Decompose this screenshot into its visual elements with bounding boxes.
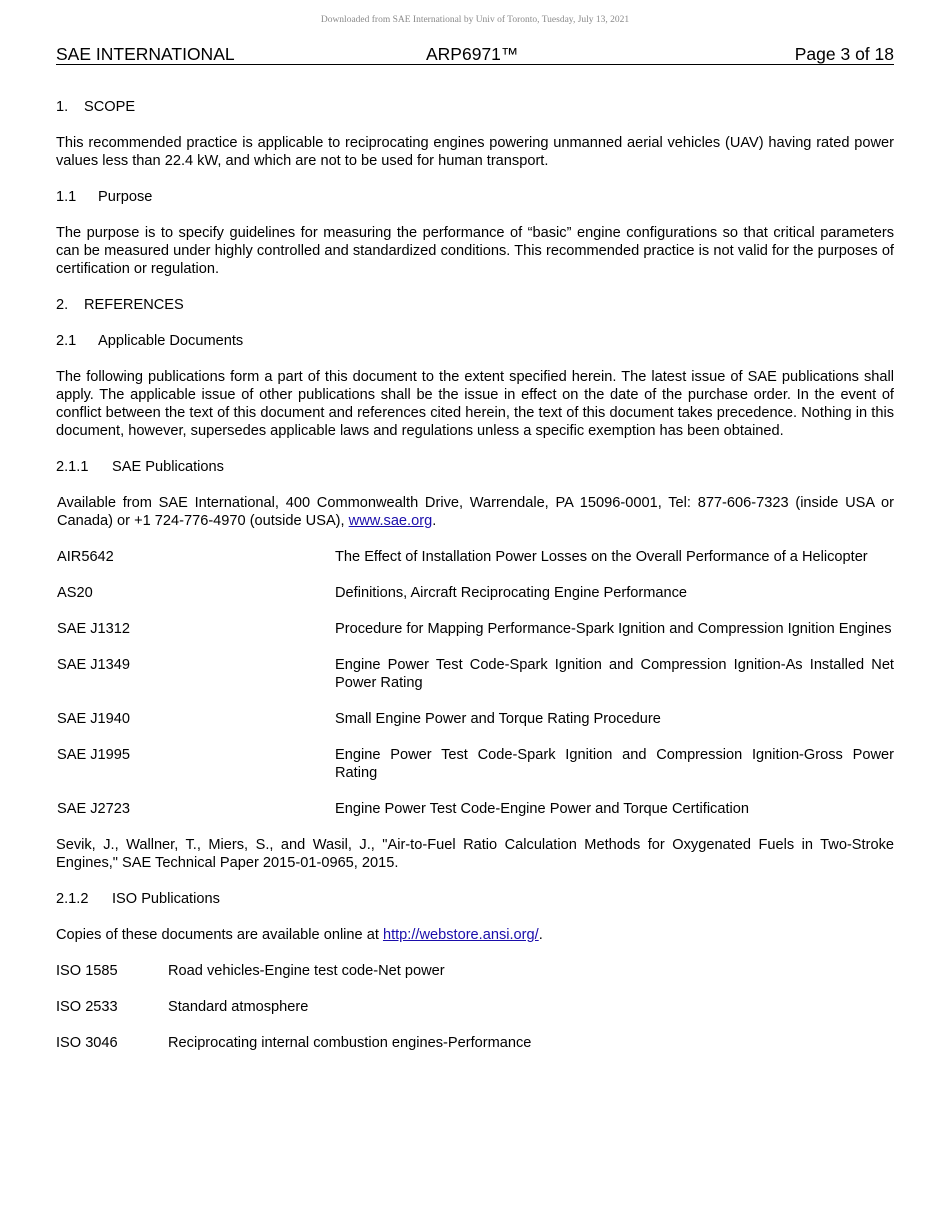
reference-title: Small Engine Power and Torque Rating Procedure [335, 711, 661, 727]
reference-code: SAE J1312 [57, 621, 131, 637]
reference-title: Standard atmosphere [168, 999, 309, 1015]
section-number: 2.1.2 [56, 891, 89, 907]
sae-website-link[interactable]: www.sae.org [348, 513, 433, 529]
download-watermark: Downloaded from SAE International by Univ of Toronto, Tuesday, July 13, 2021 [320, 15, 630, 25]
availability-text: Copies of these documents are available online at [56, 927, 383, 943]
reference-item [56, 620, 894, 638]
section-2-1-2-heading [56, 890, 894, 908]
reference-code: AIR5642 [57, 549, 114, 565]
section-title: Applicable Documents [98, 333, 244, 349]
technical-paper-reference: Sevik, J., Wallner, T., Miers, S., and Wasil, J., "Air-to-Fuel Ratio Calculation Methods for Oxygenated Fuels in Two-Stroke Engines," SAE Technical Paper 2015-01-0965, 2015. [56, 837, 894, 871]
reference-code: SAE J1995 [57, 747, 131, 763]
section-title: SAE Publications [112, 459, 224, 475]
reference-code: ISO 1585 [56, 963, 118, 979]
section-2-1-heading [56, 332, 894, 350]
section-number: 2.1.1 [56, 459, 89, 475]
reference-code: SAE J1349 [57, 657, 131, 673]
reference-title: Engine Power Test Code-Spark Ignition and Compression Ignition-As Installed Net Power Rating [335, 657, 894, 691]
reference-item [56, 800, 894, 818]
reference-code: AS20 [57, 585, 93, 601]
page-header [56, 44, 894, 65]
ansi-webstore-link[interactable]: http://webstore.ansi.org/ [382, 927, 539, 943]
header-page-number: Page 3 of 18 [794, 44, 894, 64]
iso-reference-item [56, 962, 894, 980]
section-title: SCOPE [84, 99, 136, 115]
section-title: REFERENCES [84, 297, 184, 313]
reference-title: Definitions, Aircraft Reciprocating Engine Performance [335, 585, 688, 601]
iso-reference-item [56, 1034, 894, 1052]
reference-item [56, 746, 894, 782]
iso-reference-item [56, 998, 894, 1016]
section-1-paragraph: This recommended practice is applicable to reciprocating engines powering unmanned aerial vehicles (UAV) having rated power values less than 22.4 kW, and which are not to be used for human transport. [56, 135, 894, 169]
reference-title: The Effect of Installation Power Losses on the Overall Performance of a Helicopter [335, 549, 868, 565]
sae-availability-paragraph [56, 494, 894, 530]
section-number: 2. [56, 297, 69, 313]
reference-title: Engine Power Test Code-Spark Ignition and Compression Ignition-Gross Power Rating [335, 747, 894, 781]
reference-code: ISO 3046 [56, 1035, 118, 1051]
availability-text: Available from SAE International, 400 Commonwealth Drive, Warrendale, PA 15096-0001, Tel: 877-606-7323 (inside USA or Canada) or +1 724-776-4970 (outside USA), [57, 495, 894, 529]
section-2-1-1-heading [56, 458, 894, 476]
reference-item [56, 584, 894, 602]
reference-title: Engine Power Test Code-Engine Power and Torque Certification [335, 801, 750, 817]
reference-item [56, 656, 894, 692]
section-2-1-paragraph: The following publications form a part of this document to the extent specified herein. The latest issue of SAE publications shall apply. The applicable issue of other publications shall be the issue in effect on the date of the purchase order. In the event of conflict between the text of this document and references cited herein, the text of this document takes precedence. Nothing in this document, however, supersedes applicable laws and regulations unless a specific exemption has been obtained. [56, 369, 894, 439]
section-title: Purpose [98, 189, 153, 205]
iso-availability-paragraph [56, 926, 894, 944]
reference-title: Reciprocating internal combustion engines-Performance [168, 1035, 532, 1051]
reference-code: SAE J2723 [57, 801, 131, 817]
section-number: 1.1 [56, 189, 77, 205]
header-doc-number: ARP6971™ [426, 44, 519, 64]
section-1-1-heading [56, 188, 894, 206]
reference-code: ISO 2533 [56, 999, 118, 1015]
header-org: SAE INTERNATIONAL [56, 44, 235, 64]
reference-item [56, 710, 894, 728]
availability-end: . [432, 513, 437, 529]
availability-end: . [538, 927, 543, 943]
reference-title: Road vehicles-Engine test code-Net power [168, 963, 445, 979]
section-1-heading [56, 98, 894, 116]
reference-code: SAE J1940 [57, 711, 131, 727]
section-2-heading [56, 296, 894, 314]
section-number: 2.1 [56, 333, 77, 349]
reference-item [56, 548, 894, 566]
reference-title: Procedure for Mapping Performance-Spark Ignition and Compression Ignition Engines [335, 621, 892, 637]
section-title: ISO Publications [112, 891, 220, 907]
section-1-1-paragraph: The purpose is to specify guidelines for measuring the performance of “basic” engine configurations so that critical parameters can be measured under highly controlled and standardized conditions. This recommended practice is not valid for the purposes of certification or regulation. [56, 225, 894, 277]
section-number: 1. [56, 99, 69, 115]
document-body [56, 98, 894, 1052]
